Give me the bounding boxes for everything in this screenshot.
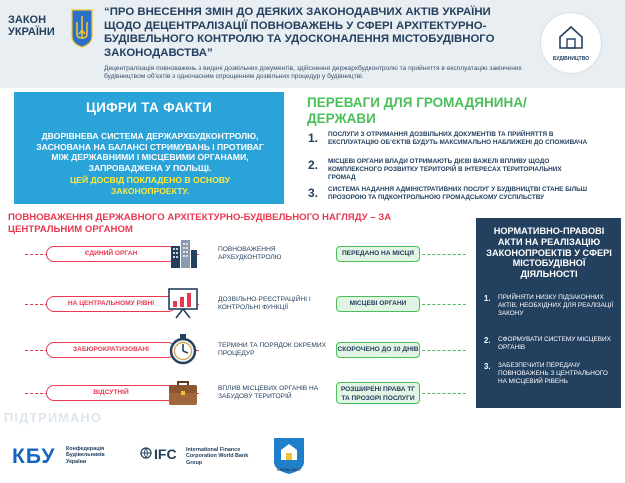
page-title: “ПРО ВНЕСЕННЯ ЗМІН ДО ДЕЯКИХ ЗАКОНОДАВЧИХ АКТІВ УКРАЇНИ ЩОДО ДЕЦЕНТРАЛІЗАЦІЇ ПОВНОВАЖЕНЬ У СФЕРІ АРХІТЕКТУРНО-БУДІВЕЛЬНОГО КОНТРОЛЮ ТА УДОСКОНАЛЕННЯ МІСТОБУДІВНОГО ЗАКОНОДАВСТВА” xyxy=(104,6,495,59)
coat-of-arms-icon xyxy=(70,8,94,48)
before-pill: НА ЦЕНТРАЛЬНОМУ РІВНІ xyxy=(46,296,176,312)
advantage-number: 3. xyxy=(308,186,319,200)
ifc-logo: IFC xyxy=(154,446,177,462)
before-pill: ЄДИНИЙ ОРГАН xyxy=(46,246,176,262)
advantage-text: МІСЦЕВІ ОРГАНИ ВЛАДИ ОТРИМАЮТЬ ДІЄВІ ВАЖЕЛІ ВПЛИВУ ЩОДО КОМПЛЕКСНОГО РОЗВИТКУ ТЕРИТОРІЙ В ІНТЕРЕСАХ ТЕРИТОРІАЛЬНИХ ГРОМАД xyxy=(328,158,562,181)
after-pill: ПЕРЕДАНО НА МІСЦЯ xyxy=(336,246,420,262)
briefcase-icon xyxy=(166,376,200,410)
kbu-name: Конфедерація Будівельників України xyxy=(66,446,105,465)
normative-text: ПРИЙНЯТИ НИЗКУ ПІДЗАКОННИХ АКТІВ, НЕОБХІДНИХ ДЛЯ РЕАЛІЗАЦІЇ ЗАКОНУ xyxy=(498,294,614,317)
normative-number: 3. xyxy=(484,362,491,371)
powers-title: ПОВНОВАЖЕННЯ ДЕРЖАВНОГО АРХІТЕКТУРНО-БУДІВЕЛЬНОГО НАГЛЯДУ – ЗА ЦЕНТРАЛЬНИМ ОРГАНОМ xyxy=(8,212,392,235)
badge-label: БУДІВНИЦТВО xyxy=(552,56,590,62)
after-pill: МІСЦЕВІ ОРГАНИ xyxy=(336,296,420,312)
before-pill: ВІДСУТНІЙ xyxy=(46,385,176,401)
cities-association-name: СПІЛКИ МІСТ xyxy=(276,468,302,472)
facts-highlight: ЦЕЙ ДОСВІД ПОКЛАДЕНО В ОСНОВУ ЗАКОНОПРОЕКТУ. xyxy=(69,175,231,196)
advantage-number: 2. xyxy=(308,158,319,172)
after-pill: РОЗШИРЕНІ ПРАВА ТГ ТА ПРОЗОРІ ПОСЛУГИ xyxy=(336,382,420,404)
ifc-name: International Finance Corporation World Bank Group xyxy=(186,447,249,466)
presentation-chart-icon xyxy=(166,286,200,320)
supported-label: ПІДТРИМАНО xyxy=(4,410,102,425)
page-subtitle: Децентралізація повноважень з видачі дозвільних документів, здійснення держархбудконтролю та прийняття в експлуатацію закінчених будівництвом об’єктів з одночасним спрощенням дозвільних процедур у будівництві. xyxy=(104,65,522,80)
facts-title: ЦИФРИ ТА ФАКТИ xyxy=(85,100,213,115)
stopwatch-icon xyxy=(166,332,200,366)
normative-text: ЗАБЕЗПЕЧИТИ ПЕРЕДАЧУ ПОВНОВАЖЕНЬ З ЦЕНТРАЛЬНОГО НА МІСЦЕВИЙ РІВЕНЬ xyxy=(498,362,608,385)
row-label: ПОВНОВАЖЕННЯ АРХБУДКОНТРОЛЮ xyxy=(218,246,282,262)
advantage-text: ПОСЛУГИ З ОТРИМАННЯ ДОЗВІЛЬНИХ ДОКУМЕНТІВ ТА ПРИЙНЯТТЯ В ЕКСПЛУАТАЦІЮ ОБ’ЄКТІВ БУДУТЬ МАКСИМАЛЬНО НАБЛИЖЕНІ ДО СПОЖИВАЧА xyxy=(328,131,588,146)
normative-number: 1. xyxy=(484,294,491,303)
row-label: ТЕРМІНИ ТА ПОРЯДОК ОКРЕМИХ ПРОЦЕДУР xyxy=(218,342,326,358)
ifc-globe-icon xyxy=(140,447,152,459)
row-label: ДОЗВІЛЬНО-РЕЄСТРАЦІЙНІ І КОНТРОЛЬНІ ФУНКЦІЇ xyxy=(218,296,311,312)
before-pill: ЗАБЮРОКРАТИЗОВАНІ xyxy=(46,342,176,358)
normative-text: СФОРМУВАТИ СИСТЕМУ МІСЦЕВИХ ОРГАНІВ xyxy=(498,336,611,351)
normative-title: НОРМАТИВНО-ПРАВОВІ АКТИ НА РЕАЛІЗАЦІЮ ЗАКОНОПРОЕКТІВ У СФЕРІ МІСТОБУДІВНОЇ ДІЯЛЬНОСТІ xyxy=(486,226,612,280)
advantage-number: 1. xyxy=(308,131,319,145)
normative-number: 2. xyxy=(484,336,491,345)
facts-body: ДВОРІВНЕВА СИСТЕМА ДЕРЖАРХБУДКОНТРОЛЮ, ЗАСНОВАНА НА БАЛАНСІ СТРИМУВАНЬ І ПРОТИВАГ МІЖ ДЕРЖАВНИМИ І МІСЦЕВИМИ ОРГАНАМИ, ЗАПРОВАДЖЕНА У ПОЛЬЩІ. xyxy=(36,131,264,173)
advantages-title: ПЕРЕВАГИ ДЛЯ ГРОМАДЯНИНА/ДЕРЖАВИ xyxy=(307,95,527,126)
advantage-text: СИСТЕМА НАДАННЯ АДМІНІСТРАТИВНИХ ПОСЛУГ У БУДІВНИЦТВІ СТАНЕ БІЛЬШ ПРОЗОРОЮ ТА ПІДКОНТРОЛЬНОЮ ГРОМАДСЬКОМУ СУСПІЛЬСТВУ xyxy=(328,186,588,201)
kbu-logo: КБУ xyxy=(12,445,56,468)
house-plan-icon xyxy=(557,24,585,50)
row-label: ВПЛИВ МІСЦЕВИХ ОРГАНІВ НА ЗАБУДОВУ ТЕРИТОРІЙ xyxy=(218,385,319,401)
buildings-icon xyxy=(166,236,200,270)
after-pill: СКОРОЧЕНО ДО 10 ДНІВ xyxy=(336,342,420,358)
law-label: ЗАКОН УКРАЇНИ xyxy=(8,14,55,38)
